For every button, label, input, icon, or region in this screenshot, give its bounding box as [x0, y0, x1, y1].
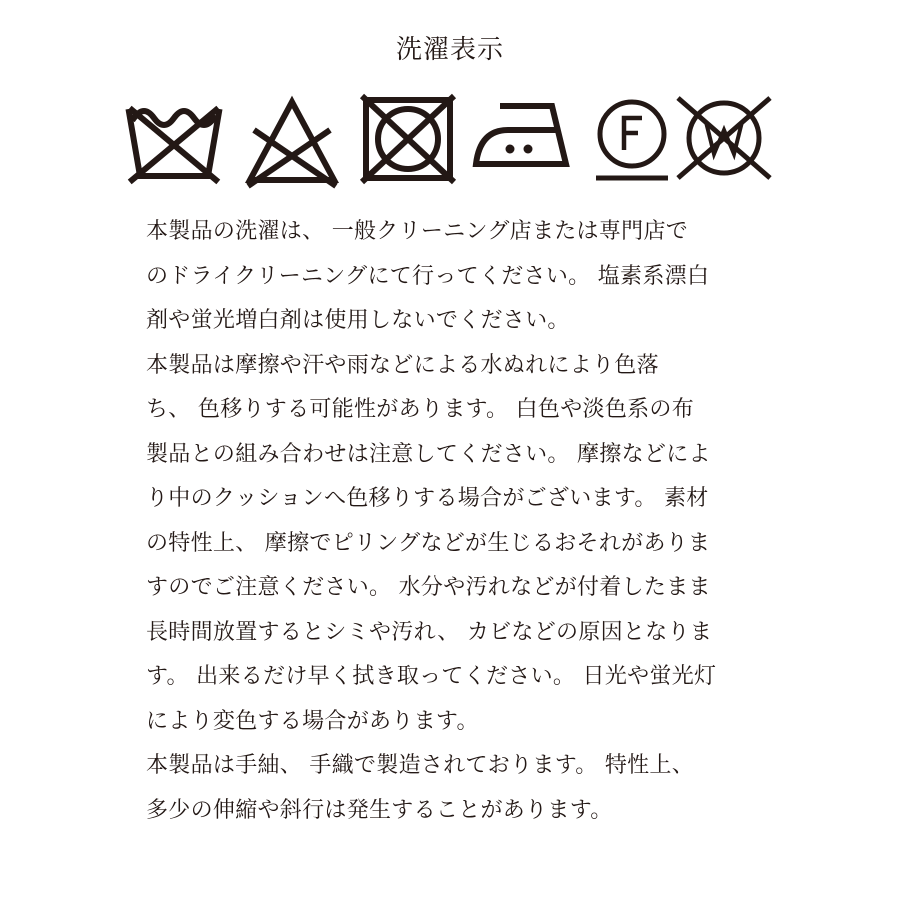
- text-line: 本製品の洗濯は、 一般クリーニング店または専門店で: [146, 219, 689, 244]
- paragraph-colorfastness: [146, 344, 766, 745]
- text-line: 本製品は摩擦や汗や雨などによる水ぬれにより色落: [146, 352, 659, 378]
- care-symbols-row: [120, 94, 780, 190]
- text-line: 長時間放置するとシミや汚れ、 カビなどの原因となりま: [146, 619, 713, 645]
- text-line: すのでご注意ください。 水分や汚れなどが付着したまま: [146, 575, 711, 600]
- text-line: り中のクッションへ色移りする場合がございます。 素材: [146, 486, 709, 511]
- do-not-wet-clean-icon: [674, 94, 774, 190]
- do-not-bleach-icon: [242, 94, 342, 190]
- care-instructions: [146, 210, 766, 833]
- do-not-tumble-dry-icon: [358, 94, 458, 190]
- text-line: 本製品は手紬、 手織で製造されております。 特性上、: [146, 753, 695, 778]
- paragraph-handmade: [146, 744, 766, 833]
- text-line: ち、 色移りする可能性があります。 白色や淡色系の布: [146, 397, 695, 422]
- text-line: 製品との組み合わせは注意してください。 摩擦などによ: [146, 441, 711, 467]
- paragraph-cleaning: [146, 210, 766, 344]
- text-line: 剤や蛍光増白剤は使用しないでください。: [146, 308, 570, 333]
- text-line: により変色する場合があります。: [146, 708, 479, 734]
- text-line: のドライクリーニングにて行ってください。 塩素系漂白: [146, 263, 710, 289]
- page-title: 洗濯表示: [395, 35, 504, 65]
- text-line: 多少の伸縮や斜行は発生することがあります。: [146, 797, 613, 823]
- text-line: の特性上、 摩擦でピリングなどが生じるおそれがありま: [146, 530, 711, 556]
- dry-clean-petroleum-icon: [582, 94, 682, 190]
- text-line: す。 出来るだけ早く拭き取ってください。 日光や蛍光灯: [146, 664, 717, 689]
- do-not-wash-icon: [124, 94, 224, 190]
- iron-low-temperature-icon: [472, 94, 572, 190]
